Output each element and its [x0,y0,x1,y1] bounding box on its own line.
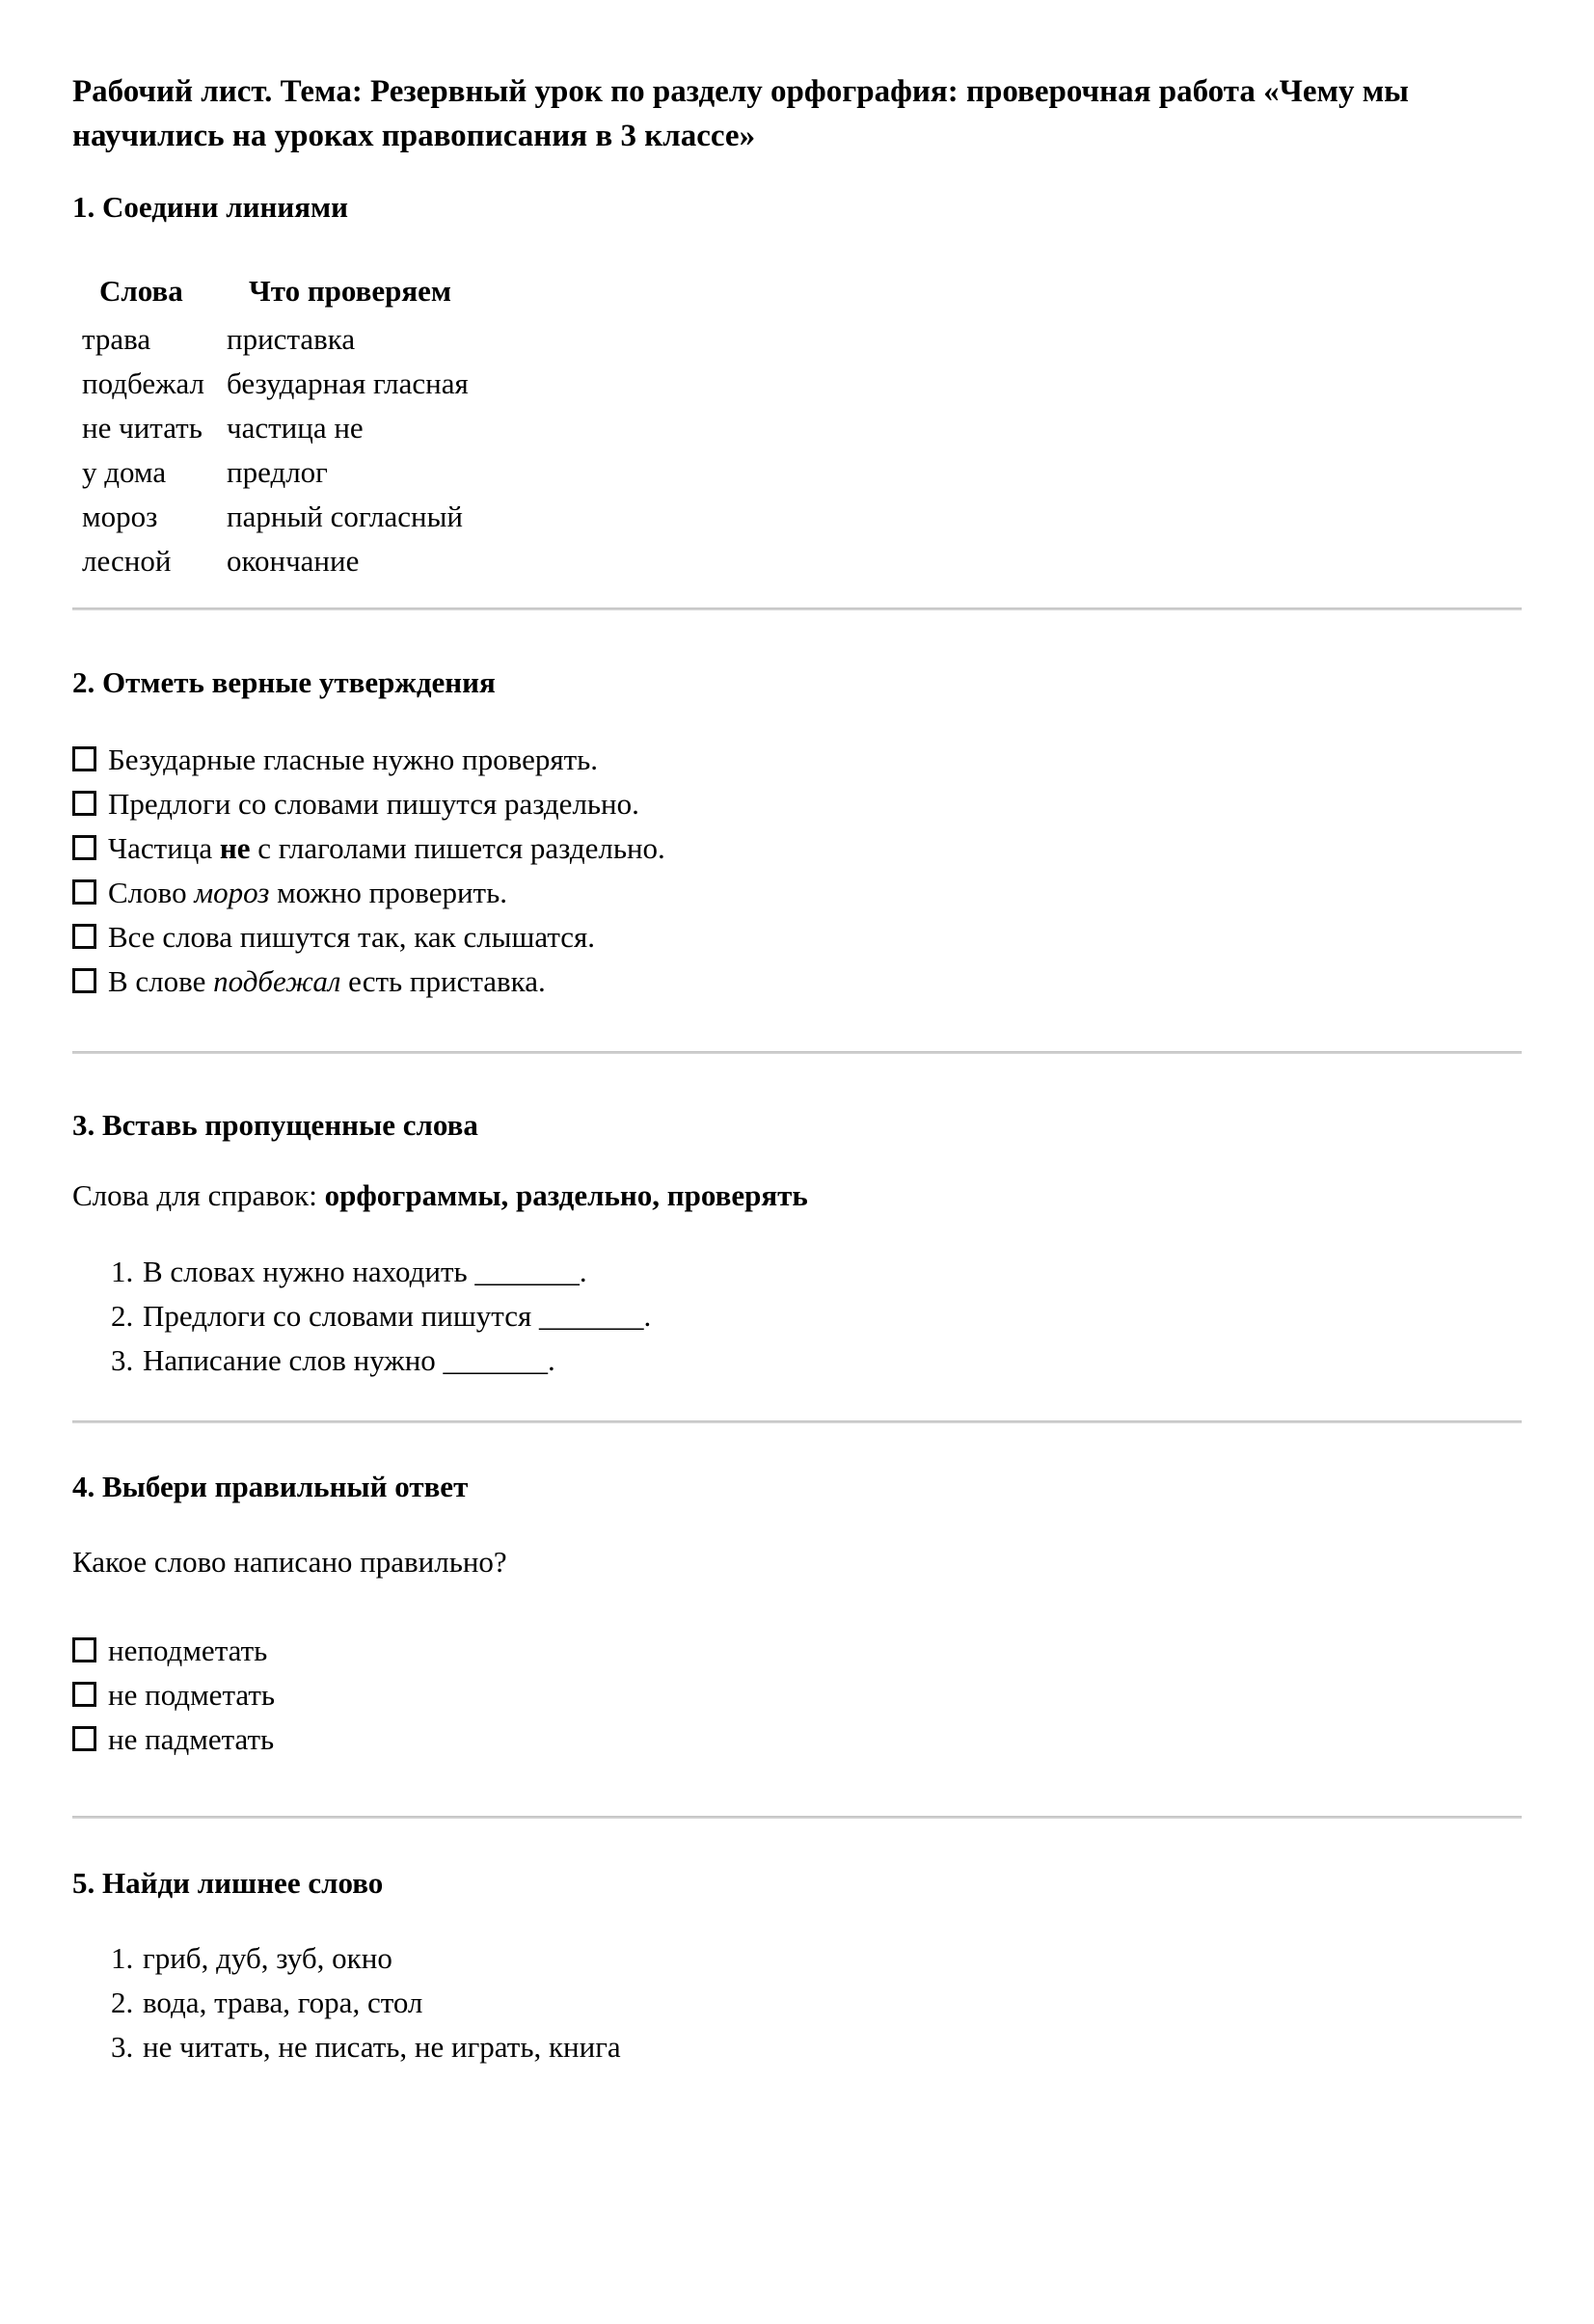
checkbox-empty-icon[interactable] [72,879,96,905]
match-table-header-words: Слова [99,274,183,308]
match-table-row [82,362,1522,406]
match-table-header-row [82,269,1522,313]
checklist-item [72,959,1522,1004]
statement-mark: мороз [194,876,270,909]
divider [72,1816,1522,1819]
statement-text: Слово [108,876,195,909]
list-item-number: 2. [111,1299,134,1333]
word-group: вода, трава, гора, стол [143,1986,423,2019]
answer-option [72,1717,1522,1762]
section4-heading: 4. Выбери правильный ответ [72,1470,469,1503]
statements-checklist [72,738,1522,1004]
word-group: гриб, дуб, зуб, окно [143,1941,392,1975]
checkbox-empty-icon[interactable] [72,968,96,993]
page-title-line2: научились на уроках правописания в 3 классе» [72,119,756,153]
checkbox-empty-icon[interactable] [72,1637,96,1662]
checkbox-empty-icon[interactable] [72,924,96,949]
list-item [72,1250,1522,1294]
match-rule: безударная гласная [227,366,469,400]
answer-option-label: неподметать [108,1634,268,1667]
statement-text: можно проверить. [269,876,507,909]
list-item [72,1294,1522,1338]
list-item [72,1981,1522,2025]
match-word: трава [82,322,151,356]
list-item [72,2025,1522,2069]
list-item [72,1338,1522,1383]
match-word: у дома [82,455,167,489]
worksheet-page [0,69,1594,2069]
statement-text: Все слова пишутся так, как слышатся. [108,920,596,954]
list-item-number: 2. [111,1986,134,2019]
statement-text: Предлоги со словами пишутся раздельно. [108,787,639,821]
match-rule: парный согласный [227,500,464,533]
match-word: лесной [82,544,172,578]
question-text: Какое слово написано правильно? [72,1545,507,1579]
answer-options [72,1629,1522,1762]
divider [72,1420,1522,1423]
statement-text: Безударные гласные нужно проверять. [108,743,599,776]
match-rule: предлог [227,455,328,489]
match-table-row [82,406,1522,450]
match-table-row [82,539,1522,583]
odd-word-list [72,1936,1522,2069]
reference-words-line [72,1174,1522,1218]
fill-blank-sentence: Написание слов нужно _______. [143,1343,555,1377]
fill-blank-sentence: В словах нужно находить _______. [143,1255,587,1288]
match-table [82,269,1522,583]
checkbox-empty-icon[interactable] [72,746,96,771]
reference-words: орфограммы, раздельно, проверять [324,1178,808,1212]
checkbox-empty-icon[interactable] [72,1682,96,1707]
checkbox-empty-icon[interactable] [72,835,96,860]
match-table-row [82,317,1522,362]
match-word: подбежал [82,366,205,400]
statement-text: с глаголами пишется раздельно. [250,831,665,865]
checklist-item [72,915,1522,959]
checklist-item [72,782,1522,826]
answer-option [72,1629,1522,1673]
divider [72,1051,1522,1054]
checklist-item [72,826,1522,871]
statement-mark: подбежал [213,964,341,998]
fill-blank-sentence: Предлоги со словами пишутся _______. [143,1299,652,1333]
match-word: не читать [82,411,203,445]
divider [72,608,1522,610]
match-table-header-rules: Что проверяем [249,274,452,308]
checklist-item [72,871,1522,915]
answer-option-label: не подметать [108,1678,276,1712]
checklist-item [72,738,1522,782]
list-item-number: 1. [111,1941,134,1975]
statement-text: есть приставка. [340,964,546,998]
match-rule: частица не [227,411,364,445]
checkbox-empty-icon[interactable] [72,791,96,816]
list-item-number: 3. [111,2030,134,2064]
match-table-row [82,450,1522,495]
answer-option [72,1673,1522,1717]
section5-heading: 5. Найди лишнее слово [72,1866,384,1900]
statement-mark: не [219,831,251,865]
page-title-line1: Рабочий лист. Тема: Резервный урок по разделу орфография: проверочная работа «Чему мы [72,74,1409,109]
section3-heading: 3. Вставь пропущенные слова [72,1108,478,1142]
section1-heading: 1. Соедини линиями [72,190,348,224]
list-item-number: 1. [111,1255,134,1288]
word-group: не читать, не писать, не играть, книга [143,2030,621,2064]
list-item [72,1936,1522,1981]
page-title [72,69,1522,158]
match-rule: приставка [227,322,356,356]
list-item-number: 3. [111,1343,134,1377]
statement-text: В слове [108,964,214,998]
section2-heading: 2. Отметь верные утверждения [72,665,496,699]
fill-blanks-list [72,1250,1522,1383]
match-table-row [82,495,1522,539]
statement-text: Частица [108,831,220,865]
match-rule: окончание [227,544,360,578]
checkbox-empty-icon[interactable] [72,1726,96,1751]
reference-words-label: Слова для справок: [72,1178,325,1212]
match-word: мороз [82,500,158,533]
answer-option-label: не падметать [108,1722,275,1756]
